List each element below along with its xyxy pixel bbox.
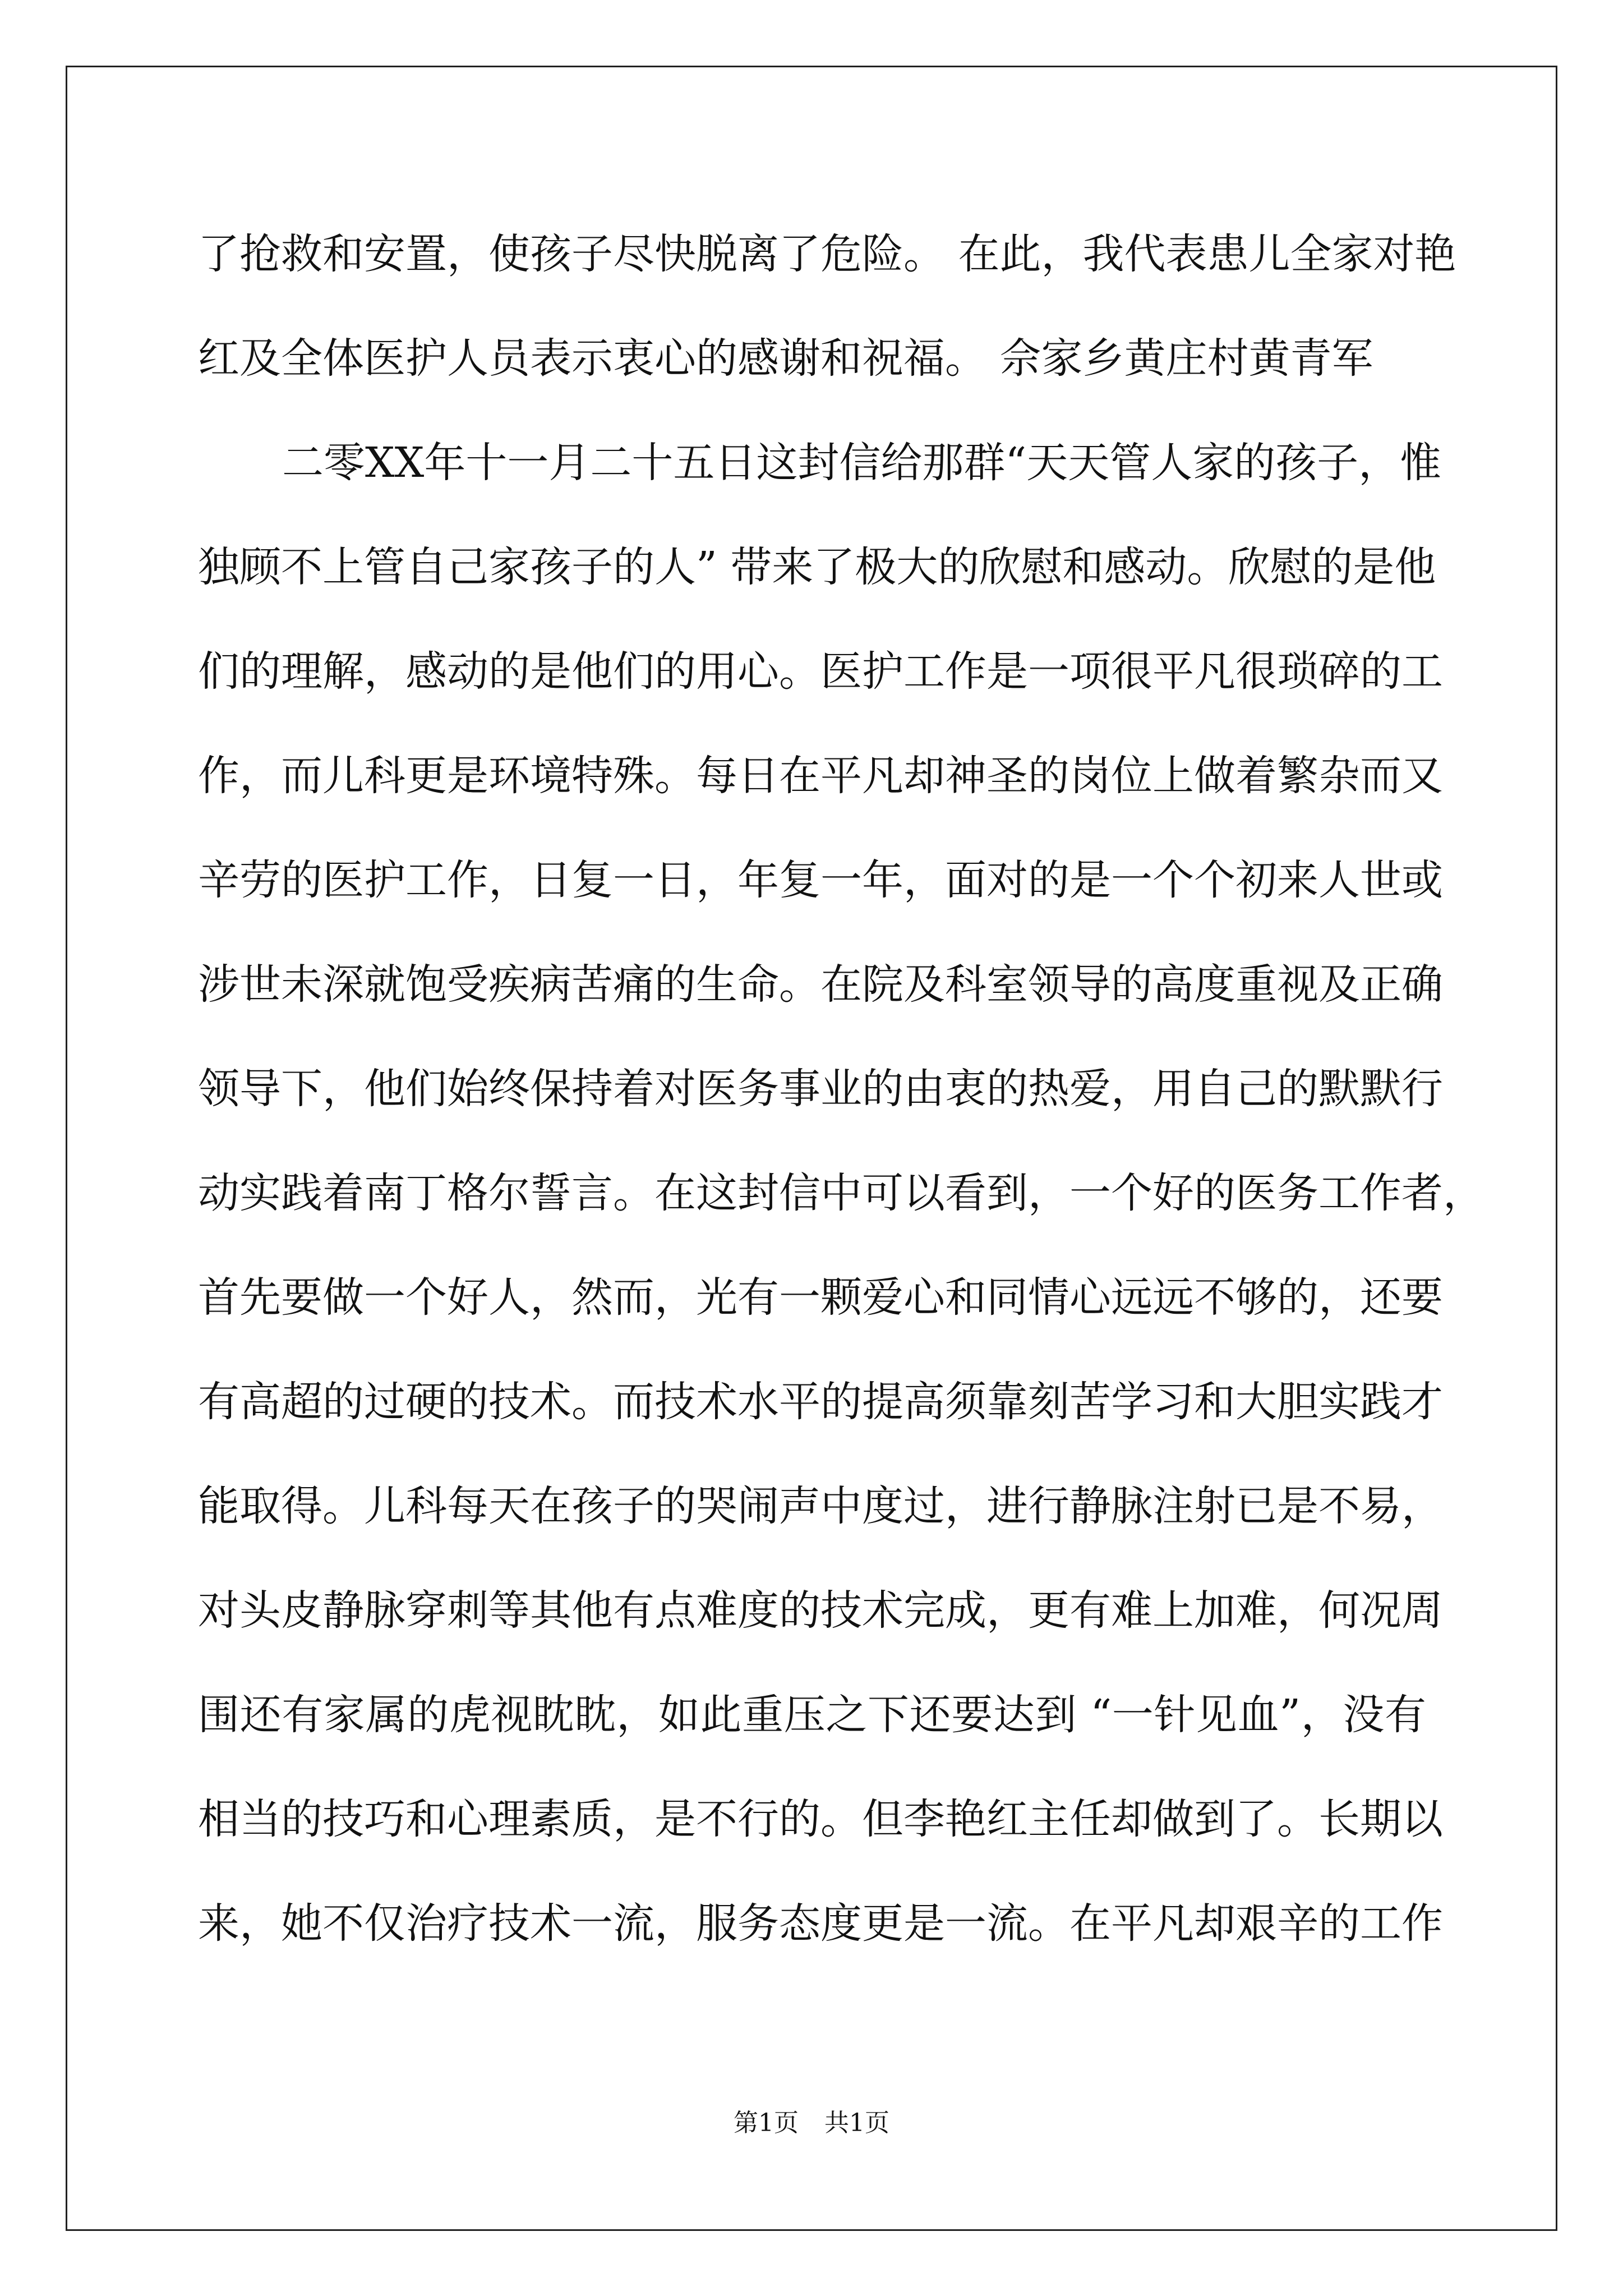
text-line: 红及全体医护人员表示衷心的感谢和祝福。 佘家乡黄庄村黄青军 [198, 334, 1373, 383]
page-footer [0, 2106, 1623, 2140]
text-line: 二零XX年十一月二十五日这封信给那群“天天管人家的孩子，惟 [282, 439, 1442, 487]
text-line: 独顾不上管自己家孩子的人” 带来了极大的欣慰和感动。欣慰的是他 [198, 543, 1436, 591]
text-line: 有高超的过硬的技术。而技术水平的提高须靠刻苦学习和大胆实践才 [198, 1378, 1443, 1426]
text-line: 能取得。儿科每天在孩子的哭闹声中度过，进行静脉注射已是不易， [198, 1482, 1443, 1530]
text-line: 首先要做一个好人，然而，光有一颗爱心和同情心远远不够的，还要 [198, 1273, 1443, 1322]
document-body [198, 202, 1484, 1976]
text-line: 涉世未深就饱受疾病苦痛的生命。在院及科室领导的高度重视及正确 [198, 960, 1443, 1009]
text-line: 动实践着南丁格尔誓言。在这封信中可以看到，一个好的医务工作者， [198, 1169, 1484, 1217]
text-line: 辛劳的医护工作，日复一日，年复一年，面对的是一个个初来人世或 [198, 856, 1443, 904]
text-line: 来，她不仅治疗技术一流，服务态度更是一流。在平凡却艰辛的工作 [198, 1899, 1443, 1948]
text-line: 作，而儿科更是环境特殊。每日在平凡却神圣的岗位上做着繁杂而又 [198, 752, 1443, 800]
text-line: 对头皮静脉穿刺等其他有点难度的技术完成，更有难上加难，何况周 [198, 1586, 1443, 1635]
text-line: 了抢救和安置，使孩子尽快脱离了危险。 在此，我代表患儿全家对艳 [198, 230, 1456, 278]
page-total: 共1页 [824, 2109, 889, 2137]
text-line: 们的理解，感动的是他们的用心。医护工作是一项很平凡很琐碎的工 [198, 647, 1443, 696]
text-line: 相当的技巧和心理素质，是不行的。但李艳红主任却做到了。长期以 [198, 1795, 1443, 1843]
text-line: 围还有家属的虎视眈眈，如此重压之下还要达到 “一针见血”，没有 [198, 1691, 1426, 1739]
page-number: 第1页 [734, 2109, 799, 2137]
text-line: 领导下，他们始终保持着对医务事业的由衷的热爱，用自己的默默行 [198, 1065, 1443, 1113]
